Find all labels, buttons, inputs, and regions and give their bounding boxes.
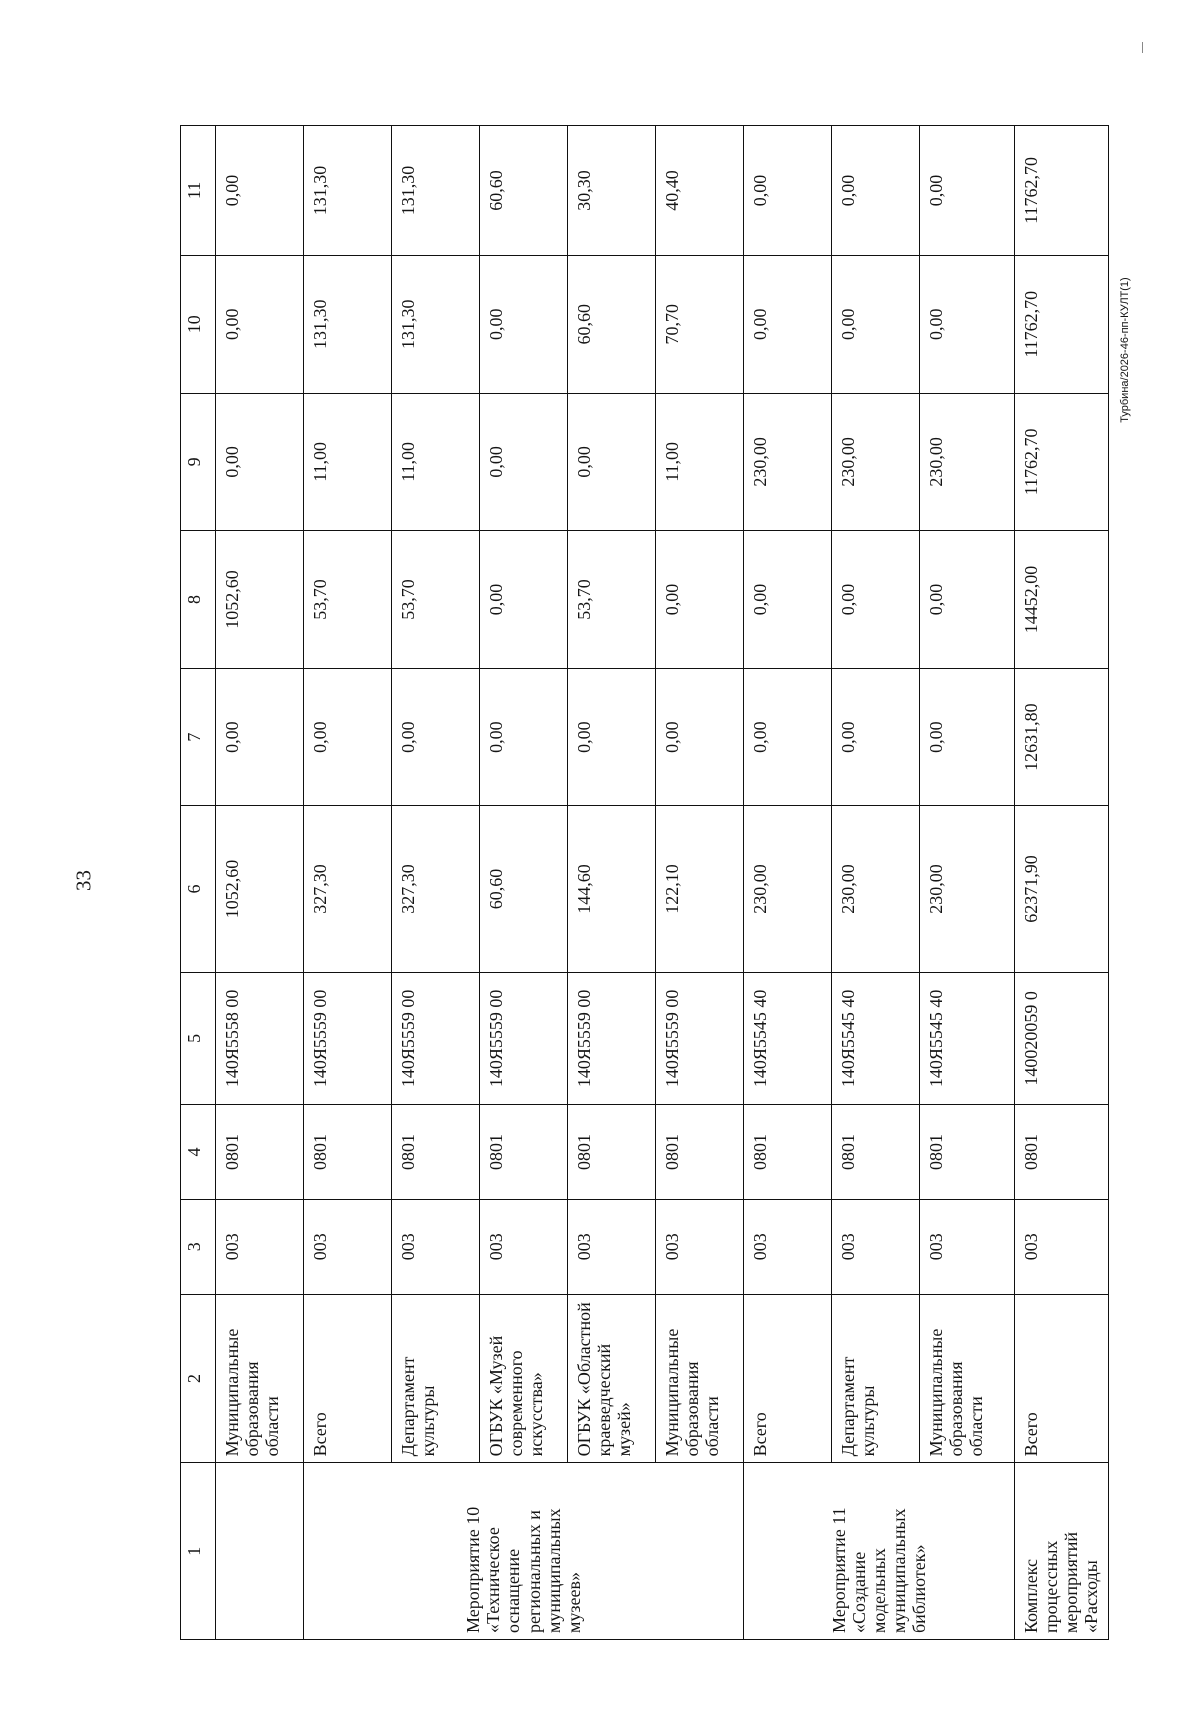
amount-cell: 0,00 — [920, 531, 1015, 669]
amount-cell: 0,00 — [480, 531, 568, 669]
target-item-cell: 140Я5559 00 — [480, 972, 568, 1104]
section-cell: 0801 — [480, 1105, 568, 1200]
amount-cell: 0,00 — [480, 668, 568, 806]
target-item-cell: 140Я5545 40 — [920, 972, 1015, 1104]
activity-cell — [216, 1463, 304, 1640]
amount-total-cell: 60,60 — [480, 806, 568, 972]
amount-cell: 0,00 — [744, 255, 832, 393]
amount-cell: 230,00 — [920, 393, 1015, 531]
amount-cell: 131,30 — [304, 255, 392, 393]
recipient-cell: Всего — [1015, 1294, 1109, 1463]
column-number-7: 7 — [181, 668, 216, 806]
amount-cell: 0,00 — [744, 668, 832, 806]
amount-cell: 230,00 — [744, 393, 832, 531]
column-number-row — [181, 126, 216, 1640]
recipient-cell: Муниципальные образования области — [656, 1294, 744, 1463]
recipient-cell: Департамент культуры — [832, 1294, 920, 1463]
amount-cell: 60,60 — [480, 126, 568, 256]
amount-total-cell: 144,60 — [568, 806, 656, 972]
column-number-4: 4 — [181, 1105, 216, 1200]
amount-cell: 0,00 — [216, 255, 304, 393]
budget-table — [180, 125, 1109, 1640]
amount-cell: 11,00 — [392, 393, 480, 531]
section-cell: 0801 — [304, 1105, 392, 1200]
amount-cell: 0,00 — [656, 531, 744, 669]
section-cell: 0801 — [568, 1105, 656, 1200]
amount-cell: 0,00 — [304, 668, 392, 806]
table-row — [920, 126, 1015, 1640]
amount-cell: 60,60 — [568, 255, 656, 393]
code-cell: 003 — [920, 1199, 1015, 1294]
target-item-cell: 140Я5559 00 — [304, 972, 392, 1104]
column-number-1: 1 — [181, 1463, 216, 1640]
amount-cell: 0,00 — [744, 126, 832, 256]
amount-cell: 0,00 — [480, 393, 568, 531]
amount-cell: 0,00 — [480, 255, 568, 393]
budget-table-rotated — [180, 125, 1109, 1640]
code-cell: 003 — [656, 1199, 744, 1294]
amount-total-cell: 230,00 — [832, 806, 920, 972]
section-cell: 0801 — [392, 1105, 480, 1200]
table-row — [480, 126, 568, 1640]
amount-cell: 0,00 — [920, 126, 1015, 256]
target-item-cell: 140020059 0 — [1015, 972, 1109, 1104]
amount-cell: 0,00 — [216, 668, 304, 806]
column-number-3: 3 — [181, 1199, 216, 1294]
amount-cell: 0,00 — [920, 668, 1015, 806]
section-cell: 0801 — [744, 1105, 832, 1200]
amount-cell: 11,00 — [656, 393, 744, 531]
table-row — [1015, 126, 1109, 1640]
amount-cell: 0,00 — [216, 393, 304, 531]
amount-total-cell: 122,10 — [656, 806, 744, 972]
column-number-11: 11 — [181, 126, 216, 256]
column-number-8: 8 — [181, 531, 216, 669]
amount-cell: 11762,70 — [1015, 126, 1109, 256]
target-item-cell: 140Я5559 00 — [392, 972, 480, 1104]
section-cell: 0801 — [920, 1105, 1015, 1200]
code-cell: 003 — [392, 1199, 480, 1294]
amount-cell: 53,70 — [392, 531, 480, 669]
amount-cell: 0,00 — [656, 668, 744, 806]
edge-mark — [1142, 42, 1143, 53]
table-row — [392, 126, 480, 1640]
section-cell: 0801 — [832, 1105, 920, 1200]
column-number-6: 6 — [181, 806, 216, 972]
code-cell: 003 — [1015, 1199, 1109, 1294]
amount-cell: 11762,70 — [1015, 255, 1109, 393]
amount-cell: 40,40 — [656, 126, 744, 256]
recipient-cell: ОГБУК «Областной краеведческий музей» — [568, 1294, 656, 1463]
code-cell: 003 — [832, 1199, 920, 1294]
amount-cell: 11,00 — [304, 393, 392, 531]
amount-cell: 0,00 — [832, 255, 920, 393]
amount-cell: 0,00 — [568, 668, 656, 806]
code-cell: 003 — [304, 1199, 392, 1294]
recipient-cell: Всего — [744, 1294, 832, 1463]
table-row — [656, 126, 744, 1640]
amount-cell: 0,00 — [216, 126, 304, 256]
amount-cell: 230,00 — [832, 393, 920, 531]
amount-total-cell: 1052,60 — [216, 806, 304, 972]
amount-cell: 0,00 — [832, 668, 920, 806]
code-cell: 003 — [568, 1199, 656, 1294]
target-item-cell: 140Я5559 00 — [568, 972, 656, 1104]
target-item-cell: 140Я5559 00 — [656, 972, 744, 1104]
page-number: 33 — [71, 870, 96, 891]
code-cell: 003 — [216, 1199, 304, 1294]
section-cell: 0801 — [216, 1105, 304, 1200]
amount-total-cell: 230,00 — [744, 806, 832, 972]
amount-cell: 70,70 — [656, 255, 744, 393]
amount-cell: 53,70 — [568, 531, 656, 669]
amount-total-cell: 327,30 — [304, 806, 392, 972]
amount-total-cell: 327,30 — [392, 806, 480, 972]
table-row — [744, 126, 832, 1640]
table-row — [216, 126, 304, 1640]
amount-cell: 0,00 — [568, 393, 656, 531]
amount-cell: 131,30 — [392, 255, 480, 393]
activity-cell: Мероприятие 11 «Создание модельных муниципальных библиотек» — [744, 1463, 1015, 1640]
recipient-cell: ОГБУК «Музей современного искусства» — [480, 1294, 568, 1463]
amount-total-cell: 230,00 — [920, 806, 1015, 972]
recipient-cell: Муниципальные образования области — [920, 1294, 1015, 1463]
amount-total-cell: 62371,90 — [1015, 806, 1109, 972]
amount-cell: 53,70 — [304, 531, 392, 669]
amount-cell: 0,00 — [392, 668, 480, 806]
amount-cell: 0,00 — [744, 531, 832, 669]
amount-cell: 1052,60 — [216, 531, 304, 669]
amount-cell: 0,00 — [920, 255, 1015, 393]
section-cell: 0801 — [1015, 1105, 1109, 1200]
recipient-cell: Всего — [304, 1294, 392, 1463]
amount-cell: 30,30 — [568, 126, 656, 256]
recipient-cell: Муниципальные образования области — [216, 1294, 304, 1463]
recipient-cell: Департамент культуры — [392, 1294, 480, 1463]
column-number-2: 2 — [181, 1294, 216, 1463]
table-row — [832, 126, 920, 1640]
section-cell: 0801 — [656, 1105, 744, 1200]
activity-cell: Комплекс процессных мероприятий «Расходы — [1015, 1463, 1109, 1640]
footer-code: Турбина/2026-46-пп-КУЛТ(1) — [1119, 277, 1131, 423]
amount-cell: 131,30 — [392, 126, 480, 256]
activity-cell: Мероприятие 10 «Техническое оснащение региональных и муниципальных музеев» — [304, 1463, 744, 1640]
code-cell: 003 — [744, 1199, 832, 1294]
amount-cell: 0,00 — [832, 126, 920, 256]
target-item-cell: 140Я5545 40 — [832, 972, 920, 1104]
amount-cell: 12631,80 — [1015, 668, 1109, 806]
amount-cell: 14452,00 — [1015, 531, 1109, 669]
column-number-5: 5 — [181, 972, 216, 1104]
code-cell: 003 — [480, 1199, 568, 1294]
amount-cell: 0,00 — [832, 531, 920, 669]
table-row — [568, 126, 656, 1640]
table-row — [304, 126, 392, 1640]
amount-cell: 131,30 — [304, 126, 392, 256]
amount-cell: 11762,70 — [1015, 393, 1109, 531]
target-item-cell: 140Я5558 00 — [216, 972, 304, 1104]
column-number-9: 9 — [181, 393, 216, 531]
column-number-10: 10 — [181, 255, 216, 393]
target-item-cell: 140Я5545 40 — [744, 972, 832, 1104]
